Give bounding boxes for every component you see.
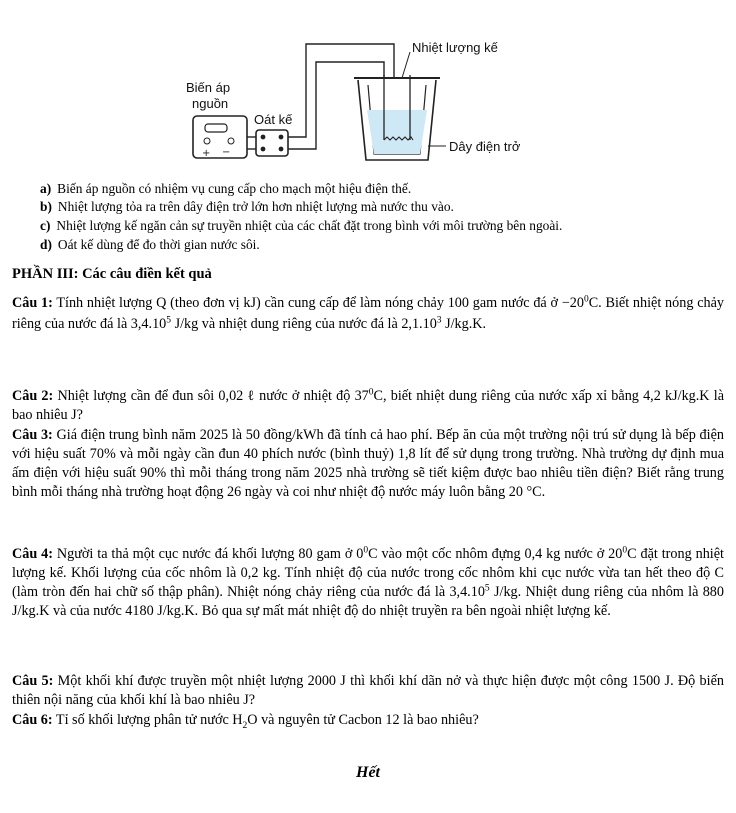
- question-2: Câu 2: Nhiệt lượng cần để đun sôi 0,02 ℓ nước ở nhiệt độ $37^0C$, biết nhiệt dung riêng của nước xấp xỉ bằng 4,2 kJ/kg.K là bao nhiêu J?: [12, 387, 724, 423]
- svg-text:+: +: [202, 148, 211, 159]
- option-c: c) Nhiệt lượng kế ngăn cản sự truyền nhiệt của các chất đặt trong bình với môi trường bên ngoài.: [40, 218, 563, 233]
- question-5: Câu 5: Một khối khí được truyền một nhiệt lượng 2000 J thì khối khí dãn nở và thực hiện được một công 1500 J. Độ biến thiên nội năng của khối khí là bao nhiêu J?: [12, 673, 724, 708]
- end-mark: Hết: [356, 764, 380, 781]
- label-resistor-wire: Dây điện trở: [449, 139, 521, 154]
- question-6: Câu 6: Tỉ số khối lượng phân tử nước $H_2O$ và nguyên tử Cacbon 12 là bao nhiêu?: [12, 712, 479, 731]
- svg-text:−: −: [222, 147, 231, 158]
- label-power-supply-1: Biến áp: [186, 80, 231, 95]
- experiment-figure: [0, 0, 736, 170]
- wattmeter: [256, 130, 288, 156]
- option-b: b) Nhiệt lượng tỏa ra trên dây điện trở lớn hơn nhiệt lượng mà nước thu vào.: [40, 199, 454, 214]
- option-a: a) Biến áp nguồn có nhiệm vụ cung cấp cho mạch một hiệu điện thế.: [40, 181, 412, 196]
- label-wattmeter: Oát kế: [254, 112, 293, 127]
- option-d: d) Oát kế dùng để đo thời gian nước sôi.: [40, 237, 260, 252]
- question-1: Câu 1: Tính nhiệt lượng Q (theo đơn vị kJ) cần cung cấp để làm nóng chảy 100 gam nước đá ở $-20^0C$. Biết nhiệt nóng chảy riêng của nước đá là 3,4.10$^5$ J/kg và nhiệt dung riêng của nước đá là 2,1.10$^3$ J/kg.K.: [12, 294, 724, 332]
- question-3: Câu 3: Giá điện trung bình năm 2025 là 50 đồng/kWh đã tính cả hao phí. Bếp ăn của một trường nội trú sử dụng là bếp điện với hiệu suất 70% và mỗi ngày cần đun 40 phích nước (bình thuỷ) 1,8 lít để sử dụng trong trường. Nhà trường dự định mua ấm điện với hiệu suất 90% thì mỗi tháng trong năm 2025 nhà trường sẽ tiết kiệm được bao nhiêu tiền điện? Biết rằng trung bình mỗi tháng nhà trường hoạt động 26 ngày và coi như nhiệt độ nước máy luôn bằng 20 °C.: [12, 427, 724, 500]
- label-power-supply-2: nguồn: [192, 96, 229, 111]
- section-title: PHẦN III: Các câu điền kết quả: [12, 266, 212, 282]
- question-4: Câu 4: Người ta thả một cục nước đá khối lượng 80 gam ở $0^0C$ vào một cốc nhôm đựng 0,4 kg nước ở $20^0C$ đặt trong nhiệt lượng kế. Khối lượng của cốc nhôm là 0,2 kg. Tính nhiệt độ của nước trong cốc nhôm khi cục nước vừa tan hết theo độ C (làm tròn đến hai chữ số thập phân). Nhiệt nóng chảy riêng của nước đá là 3,4.10$^5$ J/kg. Nhiệt dung riêng của nhôm là 880 J/kg.K và của nước 4180 J/kg.K. Bỏ qua sự mất mát nhiệt độ do nhiệt truyền ra bên ngoài nhiệt lượng kế.: [12, 545, 724, 619]
- label-calorimeter: Nhiệt lượng kế: [412, 40, 498, 55]
